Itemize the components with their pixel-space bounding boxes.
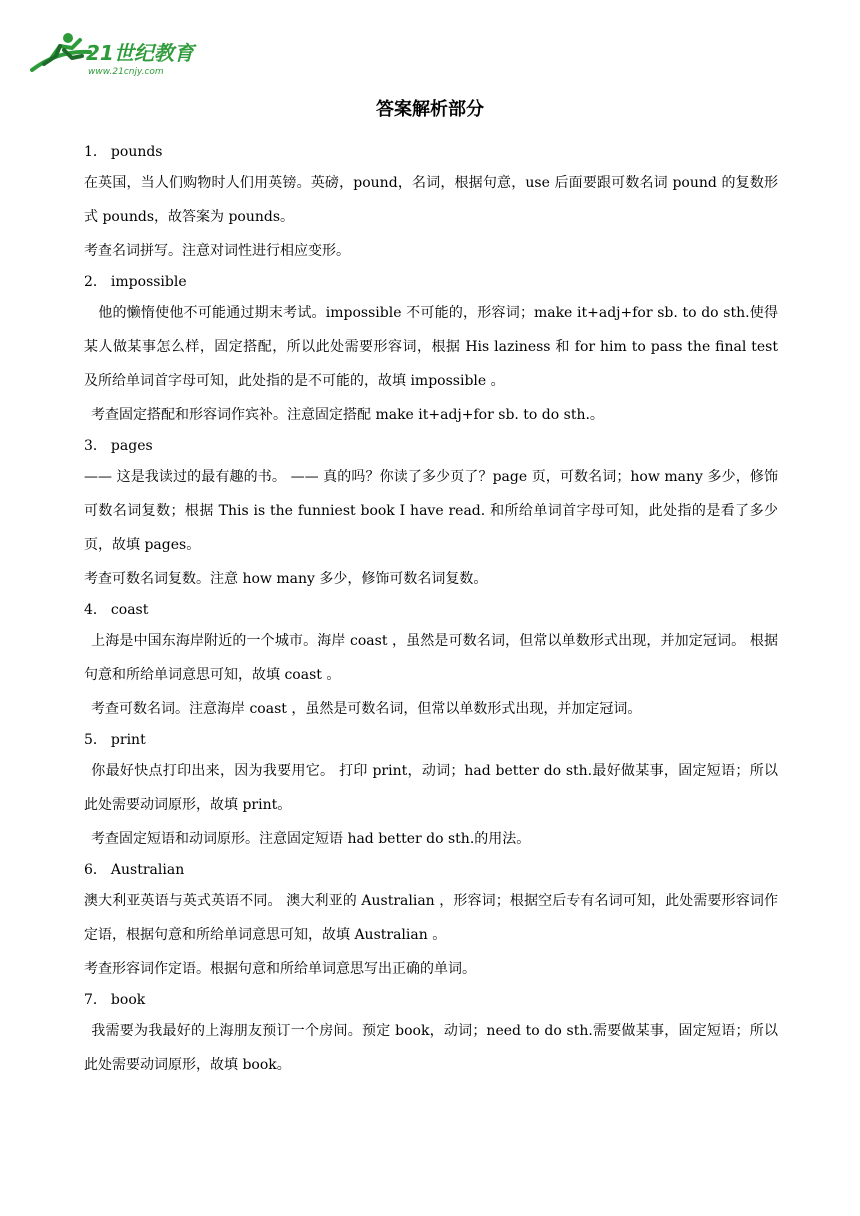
answer-explanation: 澳大利亚英语与英式英语不同。 澳大利亚的 Australian ，形容词；根据空后专有名词可知，此处需要形容词作定语，根据句意和所给单词意思可知，故填 Australian 。	[84, 893, 778, 943]
answer-word: pounds	[110, 144, 163, 160]
answer-explanation: 我需要为我最好的上海朋友预订一个房间。预定 book，动词；need to do sth.需要做某事，固定短语；所以此处需要动词原形，故填 book。	[84, 1023, 778, 1073]
question-number: 4．	[84, 602, 107, 618]
answer-note: 考查名词拼写。注意对词性进行相应变形。	[84, 243, 350, 259]
answer-note: 考查可数名词复数。注意 how many 多少，修饰可数名词复数。	[84, 571, 488, 587]
answer-word: book	[110, 992, 146, 1008]
answer-item	[84, 728, 778, 856]
answer-heading	[84, 140, 778, 164]
answer-heading	[84, 858, 778, 882]
answer-word: print	[110, 732, 146, 748]
question-number: 7．	[84, 992, 107, 1008]
answer-explanation: 他的懒惰使他不可能通过期末考试。impossible 不可能的，形容词；make it+adj+for sb. to do sth.使得某人做某事怎么样，固定搭配，所以此处需要形容词，根据 His laziness 和 for him to pass the final test 及所给单词首字母可知，此处指的是不可能的，故填 impossible 。	[84, 305, 778, 389]
runner-logo-icon	[28, 30, 198, 80]
answer-list	[84, 138, 778, 1082]
answer-heading	[84, 988, 778, 1012]
answer-heading	[84, 598, 778, 622]
question-number: 5．	[84, 732, 107, 748]
answer-word: impossible	[110, 274, 187, 290]
answer-item	[84, 140, 778, 268]
answer-item	[84, 598, 778, 726]
site-logo	[28, 30, 198, 80]
question-number: 3．	[84, 438, 107, 454]
answer-explanation: 你最好快点打印出来，因为我要用它。 打印 print，动词；had better do sth.最好做某事，固定短语；所以此处需要动词原形，故填 print。	[84, 763, 778, 813]
answer-note: 考查形容词作定语。根据句意和所给单词意思写出正确的单词。	[84, 961, 476, 977]
answer-item	[84, 434, 778, 596]
answer-note: 考查可数名词。注意海岸 coast ，虽然是可数名词，但常以单数形式出现，并加定冠词。	[84, 701, 642, 717]
logo-brand-text: 21世纪教育	[86, 41, 194, 65]
answer-item	[84, 858, 778, 986]
question-number: 2．	[84, 274, 107, 290]
answer-explanation: 在英国，当人们购物时人们用英镑。英磅，pound，名词，根据句意，use 后面要跟可数名词 pound 的复数形式 pounds，故答案为 pounds。	[84, 175, 778, 225]
answer-item	[84, 270, 778, 432]
answer-heading	[84, 270, 778, 294]
answer-note: 考查固定搭配和形容词作宾补。注意固定搭配 make it+adj+for sb. to do sth.。	[84, 407, 604, 423]
answer-heading	[84, 434, 778, 458]
logo-url-text: www.21cnjy.com	[88, 67, 164, 77]
question-number: 1．	[84, 144, 107, 160]
page-title: 答案解析部分	[376, 99, 484, 120]
answer-item	[84, 988, 778, 1082]
question-number: 6．	[84, 862, 107, 878]
answer-word: coast	[110, 602, 149, 618]
answer-explanation: —— 这是我读过的最有趣的书。 —— 真的吗？你读了多少页了？page 页，可数名词；how many 多少，修饰可数名词复数；根据 This is the funniest book I have read. 和所给单词首字母可知，此处指的是看了多少页，故填 pages。	[84, 469, 778, 553]
answer-word: Australian	[110, 862, 185, 878]
answer-heading	[84, 728, 778, 752]
answer-word: pages	[110, 438, 153, 454]
answer-note: 考查固定短语和动词原形。注意固定短语 had better do sth.的用法。	[84, 831, 531, 847]
answer-explanation: 上海是中国东海岸附近的一个城市。海岸 coast ，虽然是可数名词，但常以单数形式出现，并加定冠词。 根据句意和所给单词意思可知，故填 coast 。	[84, 633, 778, 683]
